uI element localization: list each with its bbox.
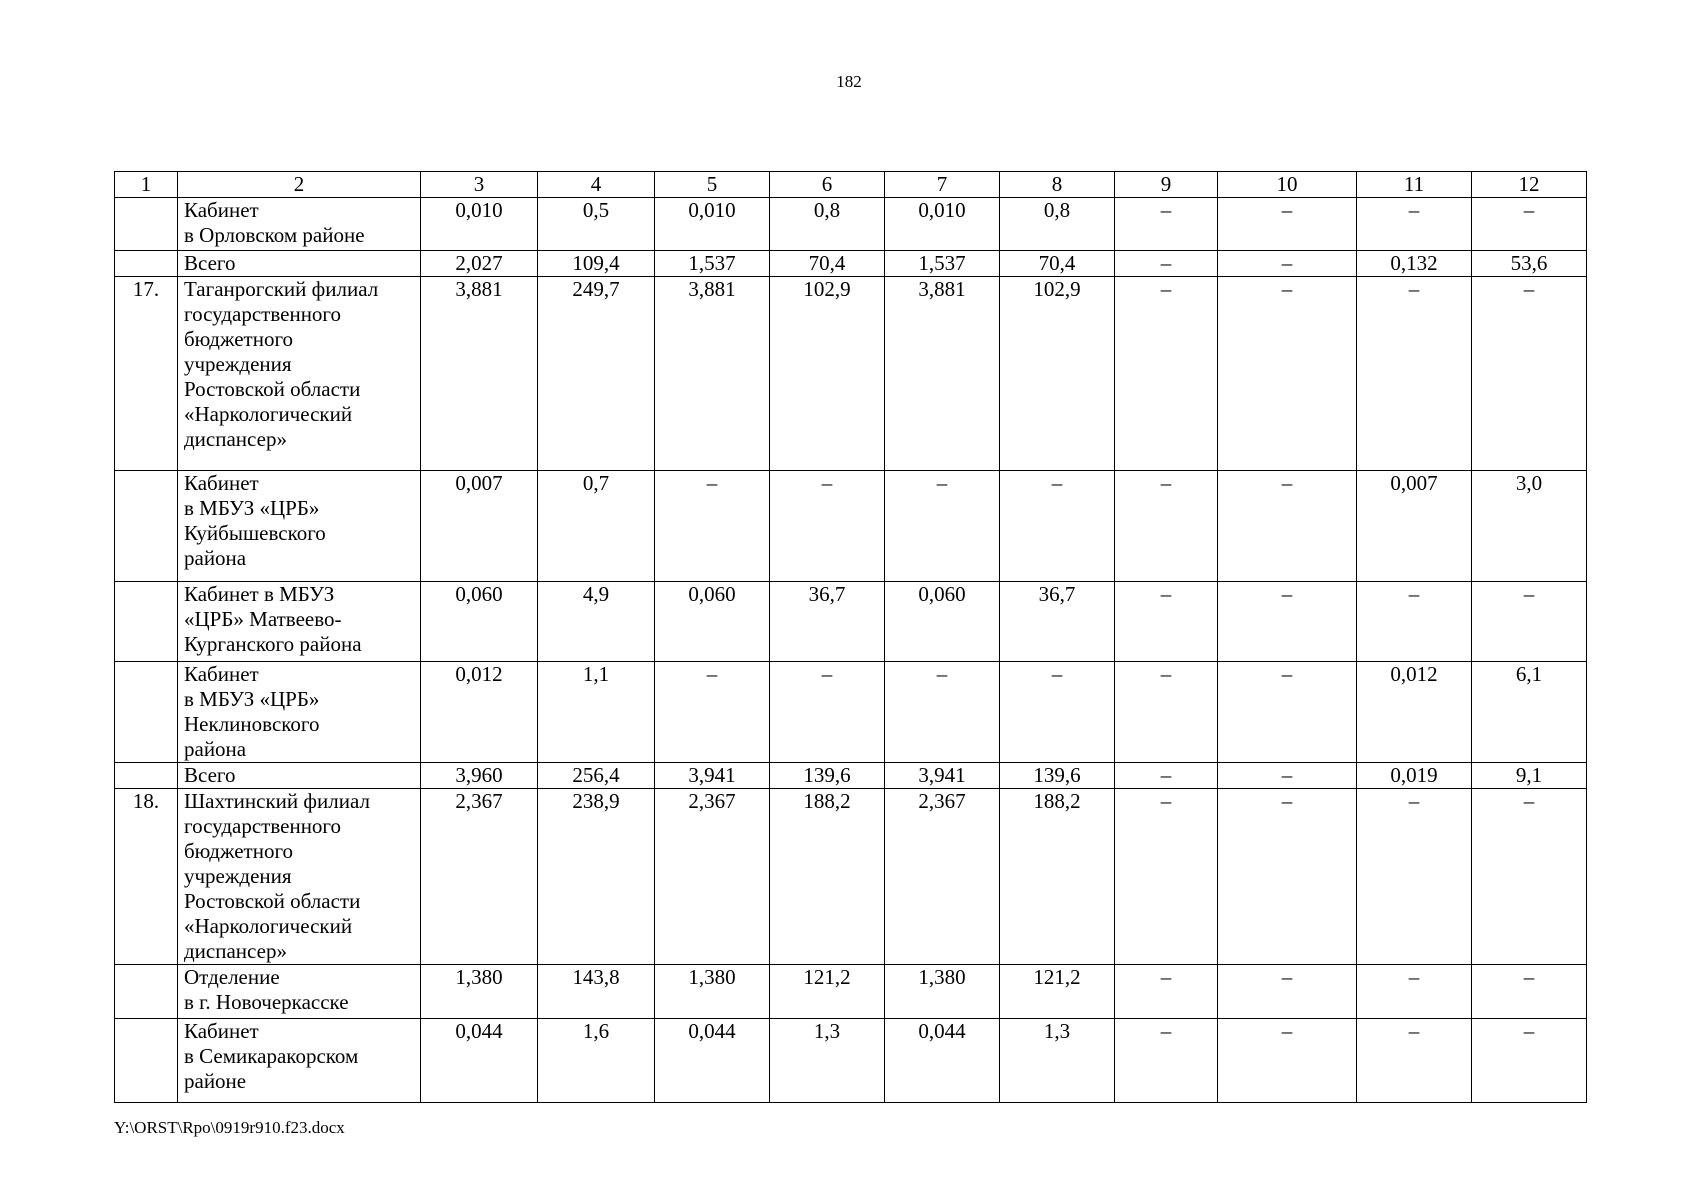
value-cell: – (1115, 471, 1218, 582)
value-cell: 70,4 (1000, 251, 1115, 277)
value-cell: 0,010 (655, 198, 770, 251)
value-cell: 188,2 (770, 789, 885, 965)
table-row (115, 763, 1587, 789)
table-header-row (115, 172, 1587, 198)
footer-file-path: Y:\ORST\Rpo\0919r910.f23.docx (114, 1118, 345, 1137)
value-cell: – (1472, 965, 1587, 1019)
value-cell: 0,8 (770, 198, 885, 251)
value-cell: 109,4 (538, 251, 655, 277)
value-cell: – (1115, 582, 1218, 662)
value-cell: 238,9 (538, 789, 655, 965)
value-cell: 143,8 (538, 965, 655, 1019)
table-row (115, 965, 1587, 1019)
table-row (115, 789, 1587, 965)
column-header: 3 (421, 172, 538, 198)
value-cell: 0,010 (885, 198, 1000, 251)
value-cell: – (1000, 471, 1115, 582)
value-cell: – (885, 471, 1000, 582)
row-number-cell (115, 198, 178, 251)
column-header: 10 (1218, 172, 1357, 198)
table-row (115, 198, 1587, 251)
value-cell: 2,027 (421, 251, 538, 277)
value-cell: 0,044 (885, 1019, 1000, 1103)
data-table (114, 171, 1587, 1103)
row-number-cell (115, 662, 178, 763)
row-name-cell: Кабинет в Семикаракорском районе (178, 1019, 421, 1103)
row-number-cell (115, 251, 178, 277)
value-cell: 9,1 (1472, 763, 1587, 789)
value-cell: – (1218, 277, 1357, 471)
value-cell: – (770, 471, 885, 582)
row-number-cell (115, 471, 178, 582)
value-cell: 53,6 (1472, 251, 1587, 277)
row-name-cell: Шахтинский филиал государственного бюджетного учреждения Ростовской области «Наркологический диспансер» (178, 789, 421, 965)
value-cell: 3,881 (421, 277, 538, 471)
value-cell: 1,380 (885, 965, 1000, 1019)
table-row (115, 1019, 1587, 1103)
row-number-cell (115, 1019, 178, 1103)
value-cell: 121,2 (1000, 965, 1115, 1019)
column-header: 8 (1000, 172, 1115, 198)
column-header: 5 (655, 172, 770, 198)
value-cell: 0,012 (1357, 662, 1472, 763)
row-name-cell: Кабинет в МБУЗ «ЦРБ» Матвеево- Курганского района (178, 582, 421, 662)
value-cell: 1,6 (538, 1019, 655, 1103)
value-cell: – (1115, 251, 1218, 277)
row-name-cell: Всего (178, 251, 421, 277)
column-header: 6 (770, 172, 885, 198)
value-cell: 1,537 (655, 251, 770, 277)
value-cell: 0,132 (1357, 251, 1472, 277)
value-cell: 139,6 (1000, 763, 1115, 789)
value-cell: – (1115, 1019, 1218, 1103)
value-cell: 0,060 (885, 582, 1000, 662)
value-cell: 1,1 (538, 662, 655, 763)
value-cell: 0,007 (1357, 471, 1472, 582)
value-cell: 0,012 (421, 662, 538, 763)
table-row (115, 582, 1587, 662)
value-cell: – (1218, 1019, 1357, 1103)
value-cell: – (655, 471, 770, 582)
value-cell: 0,7 (538, 471, 655, 582)
value-cell: 2,367 (885, 789, 1000, 965)
column-header: 12 (1472, 172, 1587, 198)
row-name-cell: Всего (178, 763, 421, 789)
value-cell: 121,2 (770, 965, 885, 1019)
value-cell: – (1218, 662, 1357, 763)
value-cell: – (1218, 789, 1357, 965)
value-cell: 0,007 (421, 471, 538, 582)
value-cell: 102,9 (1000, 277, 1115, 471)
row-name-cell: Таганрогский филиал государственного бюджетного учреждения Ростовской области «Наркологический диспансер» (178, 277, 421, 471)
value-cell: – (1115, 662, 1218, 763)
value-cell: 3,960 (421, 763, 538, 789)
value-cell: – (1115, 965, 1218, 1019)
value-cell: 36,7 (1000, 582, 1115, 662)
row-name-cell: Кабинет в Орловском районе (178, 198, 421, 251)
column-header: 9 (1115, 172, 1218, 198)
row-number-cell: 18. (115, 789, 178, 965)
row-number-cell (115, 763, 178, 789)
value-cell: – (1218, 251, 1357, 277)
value-cell: – (1115, 789, 1218, 965)
value-cell: – (1357, 198, 1472, 251)
value-cell: – (1472, 198, 1587, 251)
value-cell: – (1472, 582, 1587, 662)
value-cell: – (1218, 582, 1357, 662)
value-cell: – (1115, 198, 1218, 251)
value-cell: – (1218, 763, 1357, 789)
value-cell: 3,881 (885, 277, 1000, 471)
value-cell: 36,7 (770, 582, 885, 662)
value-cell: 0,019 (1357, 763, 1472, 789)
value-cell: 0,060 (655, 582, 770, 662)
row-number-cell: 17. (115, 277, 178, 471)
row-name-cell: Отделение в г. Новочеркасске (178, 965, 421, 1019)
value-cell: 3,941 (885, 763, 1000, 789)
value-cell: 256,4 (538, 763, 655, 789)
value-cell: 1,380 (655, 965, 770, 1019)
column-header: 1 (115, 172, 178, 198)
value-cell: 188,2 (1000, 789, 1115, 965)
value-cell: 3,941 (655, 763, 770, 789)
value-cell: 0,5 (538, 198, 655, 251)
value-cell: 139,6 (770, 763, 885, 789)
value-cell: 1,3 (770, 1019, 885, 1103)
column-header: 2 (178, 172, 421, 198)
value-cell: – (1357, 582, 1472, 662)
value-cell: 4,9 (538, 582, 655, 662)
value-cell: 6,1 (1472, 662, 1587, 763)
value-cell: 102,9 (770, 277, 885, 471)
value-cell: 2,367 (421, 789, 538, 965)
value-cell: – (1218, 198, 1357, 251)
value-cell: – (1472, 1019, 1587, 1103)
value-cell: – (1357, 789, 1472, 965)
page-number: 182 (836, 72, 862, 91)
value-cell: – (1218, 471, 1357, 582)
column-header: 7 (885, 172, 1000, 198)
column-header: 4 (538, 172, 655, 198)
value-cell: – (1115, 763, 1218, 789)
row-number-cell (115, 965, 178, 1019)
value-cell: 1,380 (421, 965, 538, 1019)
value-cell: – (1472, 277, 1587, 471)
value-cell: 70,4 (770, 251, 885, 277)
row-number-cell (115, 582, 178, 662)
value-cell: – (1218, 965, 1357, 1019)
table-row (115, 471, 1587, 582)
value-cell: – (1357, 1019, 1472, 1103)
value-cell: – (1472, 789, 1587, 965)
value-cell: 0,010 (421, 198, 538, 251)
value-cell: – (655, 662, 770, 763)
value-cell: – (885, 662, 1000, 763)
value-cell: 3,0 (1472, 471, 1587, 582)
value-cell: 249,7 (538, 277, 655, 471)
value-cell: 3,881 (655, 277, 770, 471)
table-row (115, 251, 1587, 277)
value-cell: – (770, 662, 885, 763)
row-name-cell: Кабинет в МБУЗ «ЦРБ» Неклиновского района (178, 662, 421, 763)
table-row (115, 277, 1587, 471)
value-cell: 0,044 (421, 1019, 538, 1103)
row-name-cell: Кабинет в МБУЗ «ЦРБ» Куйбышевского района (178, 471, 421, 582)
value-cell: 0,8 (1000, 198, 1115, 251)
value-cell: – (1115, 277, 1218, 471)
value-cell: 1,537 (885, 251, 1000, 277)
column-header: 11 (1357, 172, 1472, 198)
value-cell: – (1000, 662, 1115, 763)
value-cell: 2,367 (655, 789, 770, 965)
value-cell: 1,3 (1000, 1019, 1115, 1103)
table-row (115, 662, 1587, 763)
value-cell: 0,044 (655, 1019, 770, 1103)
value-cell: – (1357, 965, 1472, 1019)
value-cell: 0,060 (421, 582, 538, 662)
value-cell: – (1357, 277, 1472, 471)
